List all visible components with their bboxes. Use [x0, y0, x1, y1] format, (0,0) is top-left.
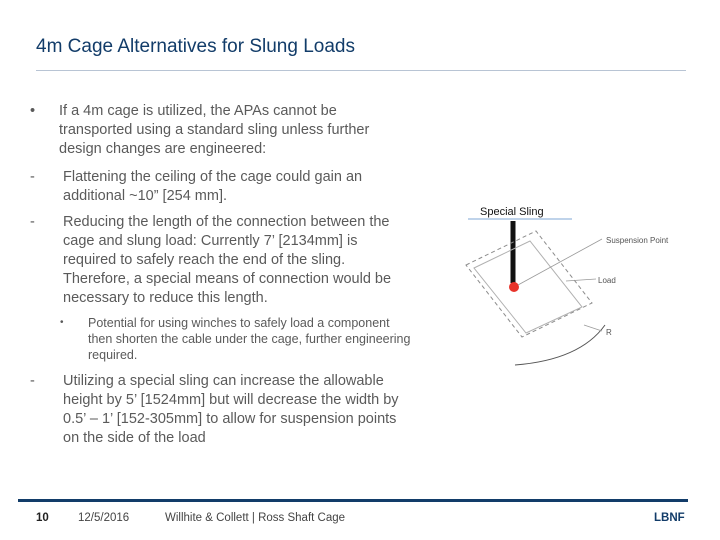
radius-arc: [515, 325, 605, 365]
dash-text: Reducing the length of the connection between the cage and slung load: Currently 7’ [2134mm] is required to safely reach the end of the sling. Therefore, a special means of connection would be necessary to reduce this length.: [63, 214, 392, 306]
radius-leader: [584, 325, 602, 331]
dash-marker: -: [30, 373, 35, 389]
suspension-point-label: Suspension Point: [606, 236, 669, 245]
brand-logo: LBNF: [654, 512, 685, 524]
sub-bullet-text: Potential for using winches to safely load a component then shorten the cable under the cage, further engineering required.: [88, 316, 411, 362]
dash-marker: -: [30, 169, 35, 185]
dash-text: Flattening the ceiling of the cage could gain an additional ~10” [254 mm].: [63, 169, 363, 204]
load-label: Load: [598, 276, 616, 285]
sub-bullet-marker: •: [60, 317, 64, 328]
bullet-marker: •: [30, 103, 36, 119]
special-sling-label: Special Sling: [480, 206, 544, 218]
suspension-leader: [518, 239, 602, 285]
load-outline-dashed: [466, 231, 592, 337]
footer-date: 12/5/2016: [78, 512, 130, 524]
page-number: 10: [36, 512, 49, 524]
slide-title: 4m Cage Alternatives for Slung Loads: [36, 36, 355, 57]
radius-label: R: [606, 328, 612, 337]
footer-title: Willhite & Collett | Ross Shaft Cage: [165, 512, 346, 524]
footer-divider: [18, 499, 688, 502]
suspension-point-dot: [509, 282, 519, 292]
title-divider: [36, 70, 686, 71]
dash-text: Utilizing a special sling can increase the allowable height by 5’ [1524mm] but will decrease the width by 0.5’ – 1’ [152-305mm] to allow for suspension points on the side of the load: [63, 373, 399, 446]
dash-marker: -: [30, 214, 35, 230]
load-outline: [474, 241, 582, 333]
bullet-text: If a 4m cage is utilized, the APAs cannot be transported using a standard sling unless further design changes are engineered:: [59, 103, 370, 157]
load-leader: [566, 279, 596, 281]
special-sling-diagram: [460, 195, 700, 375]
